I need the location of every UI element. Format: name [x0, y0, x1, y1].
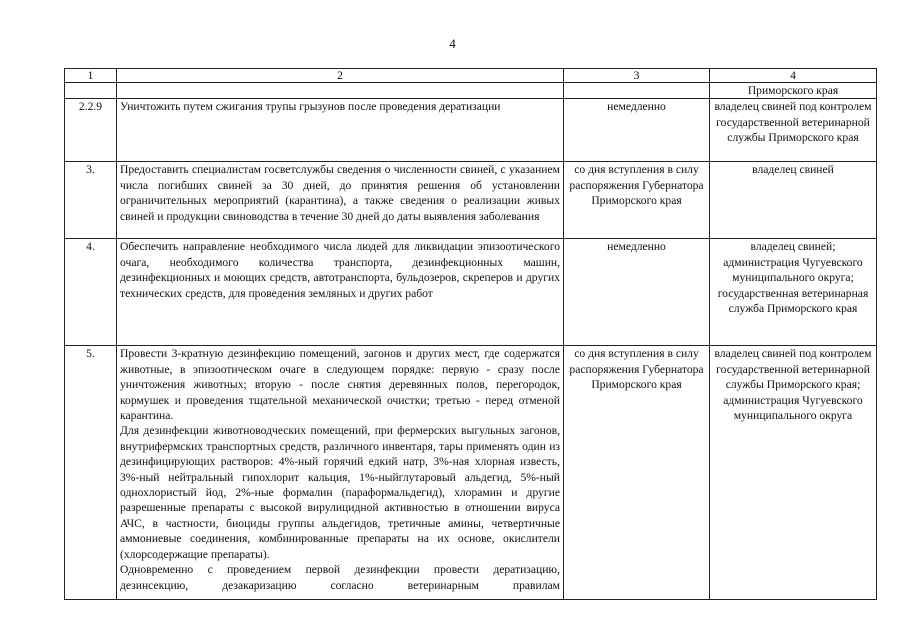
row-number: 2.2.9: [65, 99, 117, 162]
column-number: 1: [65, 69, 117, 83]
page-number: 4: [449, 36, 456, 51]
row-number: 3.: [65, 162, 117, 239]
measure-text: Предоставить специалистам госветслужбы сведения о численности свиней, с указанием числа погибших свиней за 30 дней, до принятия решения об установлении ограничительных мероприятий (карантина), а также сведения о реализации живых свиней и продукции свиноводства в течение 30 дней до даты выявления заболевания: [117, 162, 564, 239]
responsible-text: владелец свиней; администрация Чугуевского муниципального округа; государственная ветеринарная служба Приморского края: [710, 239, 877, 346]
measure-paragraph: Провести 3-кратную дезинфекцию помещений, загонов и других мест, где содержатся животные, в эпизоотическом очаге в следующем порядке: первую - сразу после уничтожения животных; вторую - после снятия деревянных полов, перегородок, кормушек и проведения тщательной механической очистки; третью - перед отменой карантина.: [120, 347, 560, 423]
table-row: [65, 346, 877, 600]
table-row: [65, 99, 877, 162]
column-number-row: [65, 69, 877, 83]
column-number: 3: [564, 69, 710, 83]
deadline-text: [564, 83, 710, 99]
responsible-text: владелец свиней под контролем государственной ветеринарной службы Приморского края; администрация Чугуевского муниципального округа: [710, 346, 877, 600]
measure-text: Обеспечить направление необходимого числа людей для ликвидации эпизоотического очага, необходимого количества транспорта, дезинфекционных машин, дезинфекционных и моющих средств, автотранспорта, бульдозеров, скреперов и других технических средств, для проведения земляных и других работ: [117, 239, 564, 346]
row-number: [65, 83, 117, 99]
measure-text: [117, 346, 564, 600]
responsible-text: владелец свиней: [710, 162, 877, 239]
row-number: 4.: [65, 239, 117, 346]
table-row: [65, 162, 877, 239]
responsible-text: Приморского края: [710, 83, 877, 99]
table-row: [65, 83, 877, 99]
measures-table: [64, 68, 877, 600]
measure-text: Уничтожить путем сжигания трупы грызунов после проведения дератизации: [117, 99, 564, 162]
responsible-text: владелец свиней под контролем государственной ветеринарной службы Приморского края: [710, 99, 877, 162]
deadline-text: немедленно: [564, 99, 710, 162]
column-number: 2: [117, 69, 564, 83]
measure-paragraph: Одновременно с проведением первой дезинфекции провести дератизацию, дезинсекцию, дезакаризацию согласно ветеринарным правилам: [120, 563, 560, 592]
deadline-text: со дня вступления в силу распоряжения Губернатора Приморского края: [564, 346, 710, 600]
measure-paragraph: Для дезинфекции животноводческих помещений, при фермерских выгульных загонов, внутрифермских транспортных средств, различного инвентаря, тары применять один из дезинфицирующих растворов: 4%-ный горячий едкий натр, 3%-ная хлорная известь, 3%-ный нейтральный гипохлорит кальция, 1%-ныйглутаровый альдегид, 5%-ный однохлористый йод, 2%-ные формалин (параформальдегид), хлорамин и другие разрешенные препараты с высокой вирулицидной активностью в отношении вируса АЧС, в частности, биоциды группы альдегидов, третичные амины, четвертичные аммониевые соединения, комбинированные препараты на их основе, окислители (хлорсодержащие препараты).: [120, 424, 560, 561]
row-number: 5.: [65, 346, 117, 600]
deadline-text: немедленно: [564, 239, 710, 346]
table-row: [65, 239, 877, 346]
deadline-text: со дня вступления в силу распоряжения Губернатора Приморского края: [564, 162, 710, 239]
measure-text: [117, 83, 564, 99]
column-number: 4: [710, 69, 877, 83]
